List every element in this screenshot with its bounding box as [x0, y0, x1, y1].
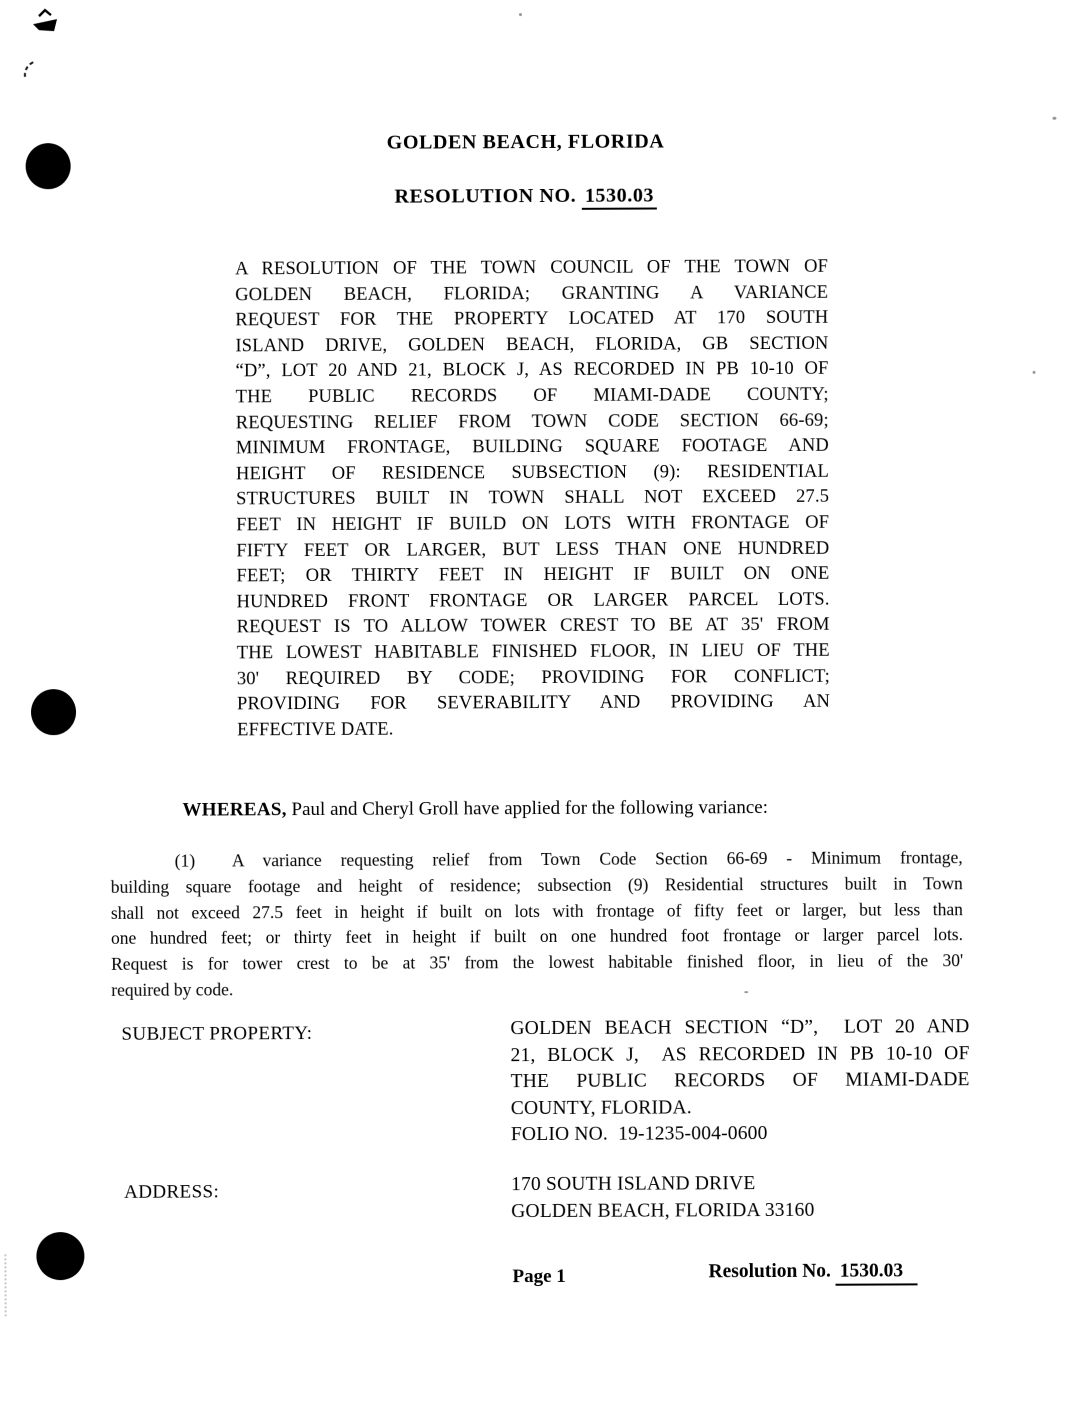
whereas-clause [110, 796, 970, 822]
subject-property-line: THE PUBLIC RECORDS OF MIAMI-DADE [510, 1069, 970, 1093]
footer-resolution [708, 1260, 917, 1283]
document-title: GOLDEN BEACH, FLORIDA [386, 130, 665, 154]
ink-smudge-mark [19, 59, 39, 83]
preamble-line: MINIMUM FRONTAGE, BUILDING SQUARE FOOTAGE AND [235, 435, 829, 459]
resolution-number: 1530.03 [582, 184, 657, 209]
preamble-line: REQUEST FOR THE PROPERTY LOCATED AT 170 SOUTH [235, 307, 829, 331]
subject-property-line: COUNTY, FLORIDA. [510, 1097, 692, 1119]
subject-property-label: SUBJECT PROPERTY: [121, 1023, 313, 1045]
resolution-heading [0, 183, 1054, 211]
subject-property-line: 21, BLOCK J, AS RECORDED IN PB 10-10 OF [510, 1042, 970, 1066]
variance-line: Request is for tower crest to be at 35' from the lowest habitable finished floor, in lieu of the 30' [111, 950, 964, 975]
folio-number-line: FOLIO NO. 19-1235-004-0600 [510, 1123, 768, 1146]
preamble-line: HUNDRED FRONT FRONTAGE OR LARGER PARCEL LOTS. [236, 589, 830, 613]
preamble-line: FEET; OR THIRTY FEET IN HEIGHT IF BUILT ON ONE [236, 563, 830, 587]
preamble-line: PROVIDING FOR SEVERABILITY AND PROVIDING AN [236, 691, 831, 715]
page-number: Page 1 [512, 1265, 566, 1288]
address-value [511, 1170, 970, 1225]
preamble-line: 30' REQUIRED BY CODE; PROVIDING FOR CONFLICT; [236, 666, 830, 689]
whereas-keyword: WHEREAS, [182, 799, 287, 821]
scan-speck [519, 13, 522, 16]
preamble-line: ISLAND DRIVE, GOLDEN BEACH, FLORIDA, GB SECTION [235, 333, 829, 357]
whereas-text: Paul and Cheryl Groll have applied for the following variance: [286, 797, 768, 821]
preamble-line: REQUESTING RELIEF FROM TOWN CODE SECTION 66-69; [235, 410, 829, 433]
variance-line: one hundred feet; or thirty feet in height if built on one hundred foot frontage or larger parcel lots. [110, 924, 964, 949]
footer-resolution-label: Resolution No. [708, 1260, 836, 1283]
ink-smudge-mark [30, 7, 62, 37]
preamble-line: THE PUBLIC RECORDS OF MIAMI-DADE COUNTY; [235, 384, 829, 408]
preamble-line: EFFECTIVE DATE. [237, 719, 394, 741]
preamble-line: FIFTY FEET OR LARGER, BUT LESS THAN ONE HUNDRED [236, 538, 830, 561]
preamble-line: REQUEST IS TO ALLOW TOWER CREST TO BE AT 35' FROM [236, 615, 830, 638]
variance-paragraph [111, 845, 964, 1003]
variance-line: required by code. [111, 979, 234, 1000]
resolution-preamble [235, 255, 830, 744]
subject-property-value [510, 1014, 970, 1149]
variance-line: building square footage and height of residence; subsection (9) Residential structures built in Town [110, 872, 963, 897]
preamble-line: FEET IN HEIGHT IF BUILD ON LOTS WITH FRONTAGE OF [236, 512, 830, 536]
variance-line: (1) A variance requesting relief from Town Code Section 66-69 - Minimum frontage, [174, 847, 963, 871]
preamble-line: THE LOWEST HABITABLE FINISHED FLOOR, IN LIEU OF THE [236, 640, 830, 664]
subject-property-line: GOLDEN BEACH SECTION “D”, LOT 20 AND [510, 1016, 970, 1040]
preamble-line: A RESOLUTION OF THE TOWN COUNCIL OF THE TOWN OF [235, 256, 829, 280]
preamble-line: HEIGHT OF RESIDENCE SUBSECTION (9): RESIDENTIAL [235, 461, 830, 485]
scan-speck [1052, 117, 1056, 120]
footer-resolution-number: 1530.03 [836, 1260, 917, 1285]
hole-punch-mark [31, 689, 76, 735]
scan-speck [1033, 371, 1036, 374]
address-label: ADDRESS: [124, 1181, 220, 1203]
preamble-line: STRUCTURES BUILT IN TOWN SHALL NOT EXCEED 27.5 [236, 487, 830, 510]
scan-edge-artifact [4, 1254, 6, 1316]
address-line: GOLDEN BEACH, FLORIDA 33160 [511, 1199, 815, 1222]
resolution-heading-label: RESOLUTION NO. [394, 184, 582, 208]
variance-line: shall not exceed 27.5 feet in height if built on lots with frontage of fifty feet or larger, but less than [110, 898, 963, 923]
address-line: 170 SOUTH ISLAND DRIVE [511, 1173, 756, 1196]
preamble-line: “D”, LOT 20 AND 21, BLOCK J, AS RECORDED IN PB 10-10 OF [235, 359, 829, 382]
hole-punch-mark [36, 1232, 84, 1280]
preamble-line: GOLDEN BEACH, FLORIDA; GRANTING A VARIANCE [235, 282, 829, 305]
